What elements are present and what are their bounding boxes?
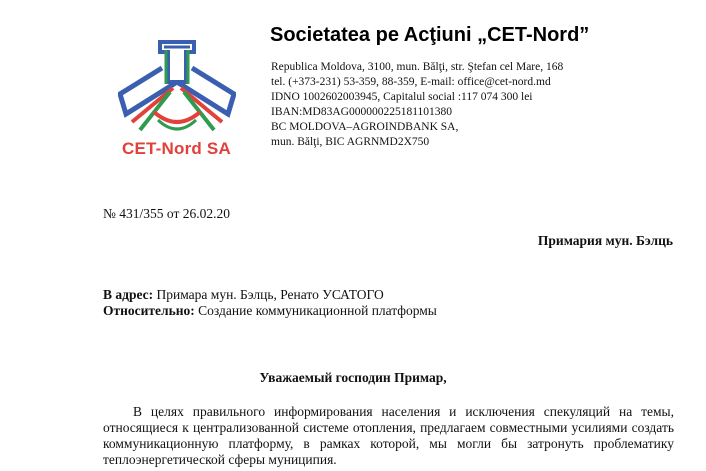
- subject-line: [103, 303, 437, 319]
- company-contacts: tel. (+373-231) 53-359, 88-359, E-mail: office@cet-nord.md: [271, 76, 551, 88]
- letter-body: [103, 404, 674, 468]
- subject-label: Относительно:: [103, 303, 195, 318]
- address-block: [103, 287, 437, 319]
- company-idno: IDNO 1002602003945, Capitalul social :117 074 300 lei: [271, 91, 533, 103]
- subject-value: Создание коммуникационной платформы: [198, 303, 437, 318]
- address-value: Примара мун. Бэлць, Ренато УСАТОГО: [156, 287, 384, 302]
- cet-nord-logo-icon: [118, 34, 236, 144]
- body-paragraph: В целях правильного информирования населения и исключения спекуляций на темы, относящиеся к централизованной системе отопления, предлагаем совместными усилиями создать коммуникационную платформу, в рамках которой, мы могли бы затронуть проблематику теплоэнергетической сферы муниципия.: [103, 404, 674, 467]
- company-logo: [118, 34, 236, 160]
- address-label: В адрес:: [103, 287, 154, 302]
- company-info: [271, 60, 563, 150]
- company-bank: BC MOLDOVA–AGROINDBANK SA,: [271, 121, 459, 133]
- company-address: Republica Moldova, 3100, mun. Bălţi, str. Ştefan cel Mare, 168: [271, 61, 564, 73]
- company-iban: IBAN:MD83AG000000225181101380: [271, 106, 453, 118]
- address-line: [103, 287, 437, 303]
- company-name: Societatea pe Acţiuni „CET-Nord”: [270, 24, 590, 46]
- company-bic: mun. Bălţi, BIC AGRNMD2X750: [271, 136, 430, 148]
- letter-reference: № 431/355 от 26.02.20: [103, 206, 230, 221]
- greeting: Уважаемый господин Примар,: [259, 370, 447, 385]
- letter-recipient: Примария мун. Бэлць: [537, 233, 673, 248]
- logo-text: CET-Nord SA: [122, 139, 231, 158]
